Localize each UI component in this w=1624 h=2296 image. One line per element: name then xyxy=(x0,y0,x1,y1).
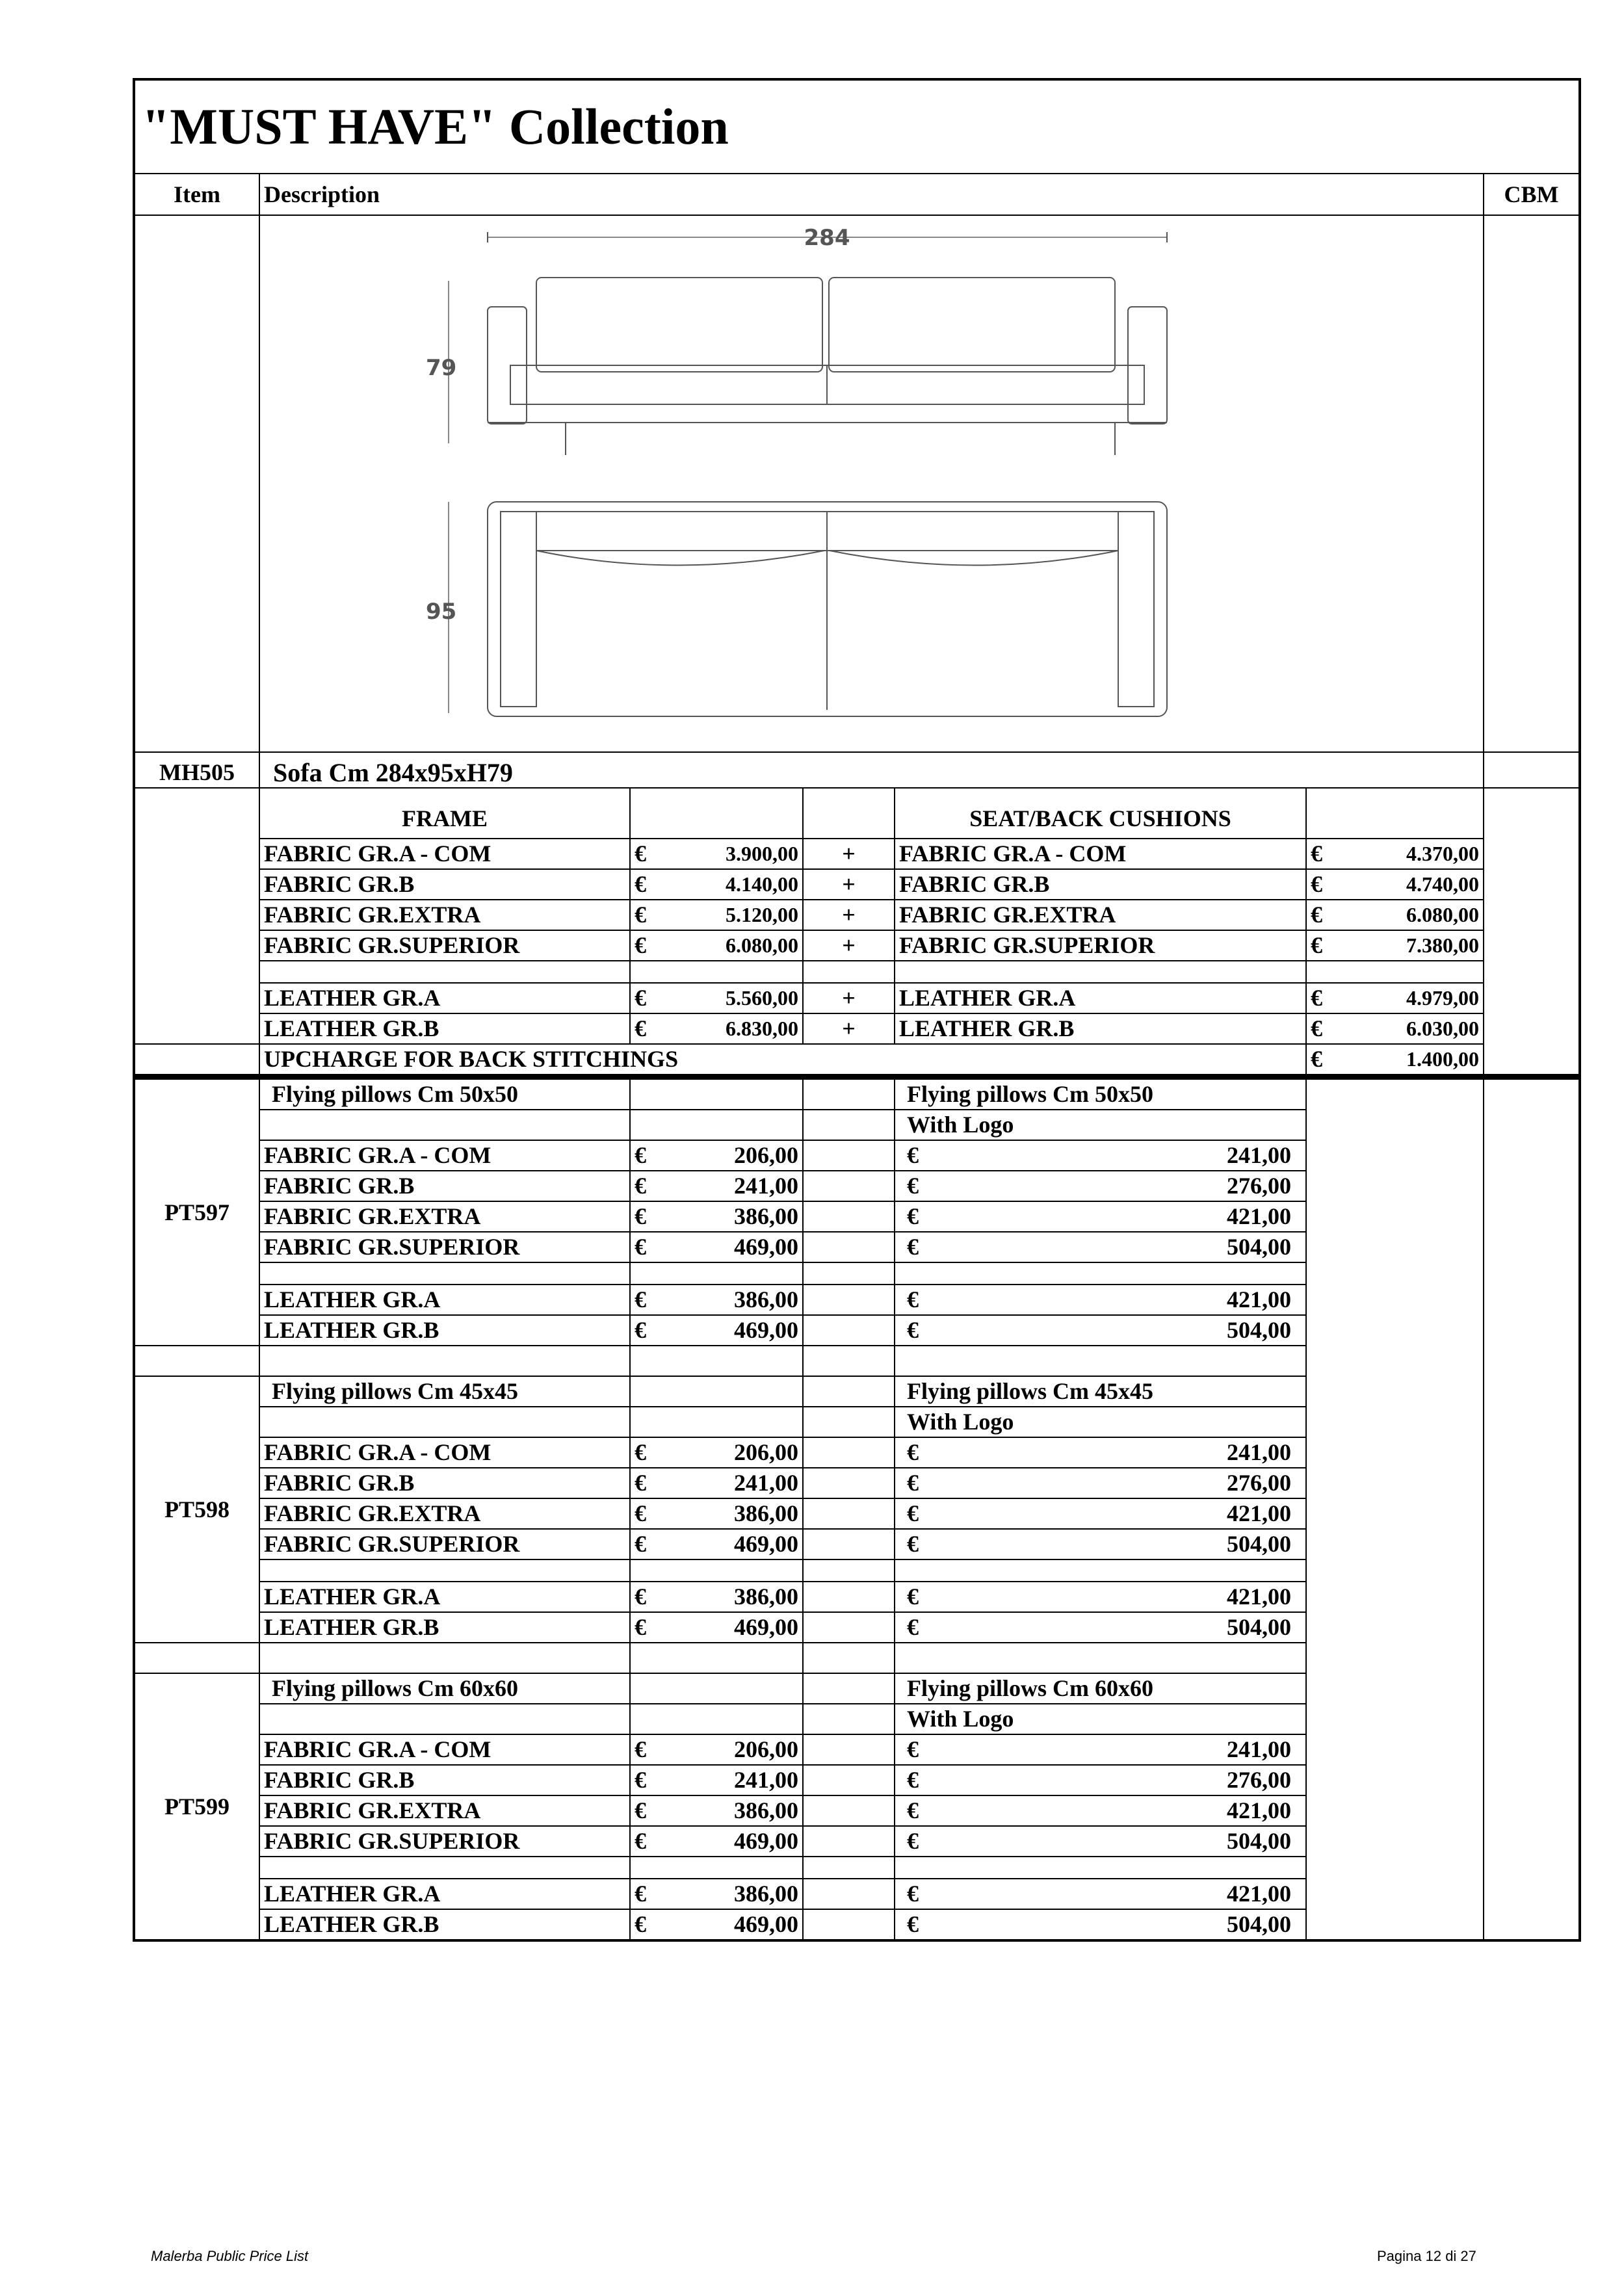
price-row xyxy=(134,900,1580,930)
pillow-logo-price xyxy=(895,1437,1306,1468)
blank-cell xyxy=(895,1857,1306,1879)
pillow-material-label: LEATHER GR.B xyxy=(259,1612,630,1643)
currency-symbol: € xyxy=(635,1584,646,1610)
currency-symbol: € xyxy=(907,1614,919,1640)
price-table xyxy=(133,78,1581,1942)
seat-price xyxy=(1306,983,1484,1013)
currency-symbol: € xyxy=(635,1797,646,1823)
price-amount: 504,00 xyxy=(1227,1531,1291,1557)
pillow-material-label: FABRIC GR.B xyxy=(259,1171,630,1201)
currency-symbol: € xyxy=(1311,871,1322,897)
price-amount: 504,00 xyxy=(1227,1614,1291,1640)
currency-symbol: € xyxy=(907,1584,919,1610)
price-amount: 4.140,00 xyxy=(726,872,798,896)
price-amount: 206,00 xyxy=(734,1439,798,1465)
cell xyxy=(803,1171,895,1201)
currency-symbol: € xyxy=(635,1234,646,1260)
pillow-material-label: FABRIC GR.SUPERIOR xyxy=(259,1232,630,1262)
pillow-logo-subtitle: With Logo xyxy=(895,1704,1306,1734)
currency-symbol: € xyxy=(907,1881,919,1907)
currency-symbol: € xyxy=(907,1736,919,1762)
blank-cell xyxy=(895,961,1306,983)
price-amount: 469,00 xyxy=(734,1911,798,1937)
pillow-material-label: FABRIC GR.B xyxy=(259,1468,630,1498)
pillow-logo-price xyxy=(895,1285,1306,1315)
pillow-logo-price xyxy=(895,1765,1306,1795)
pillow-logo-price xyxy=(895,1826,1306,1857)
price-amount: 421,00 xyxy=(1227,1500,1291,1526)
cell xyxy=(630,1376,803,1407)
pillow-price xyxy=(630,1171,803,1201)
cell xyxy=(803,1110,895,1140)
currency-symbol: € xyxy=(635,1173,646,1199)
pillow-logo-title: Flying pillows Cm 45x45 xyxy=(895,1376,1306,1407)
currency-symbol: € xyxy=(635,1470,646,1496)
cell xyxy=(259,1704,630,1734)
pillow-price xyxy=(630,1285,803,1315)
blank-cell xyxy=(630,961,803,983)
frame-material-label: FABRIC GR.SUPERIOR xyxy=(259,930,630,961)
pillow-logo-price xyxy=(895,1468,1306,1498)
pillow-material-label: FABRIC GR.EXTRA xyxy=(259,1795,630,1826)
spacer-cell xyxy=(259,1643,630,1673)
currency-symbol: € xyxy=(907,1470,919,1496)
item-cell-empty xyxy=(134,215,259,752)
cell xyxy=(803,1795,895,1826)
price-amount: 386,00 xyxy=(734,1584,798,1610)
price-amount: 241,00 xyxy=(1227,1439,1291,1465)
currency-symbol: € xyxy=(907,1439,919,1465)
plus-sign: + xyxy=(803,869,895,900)
currency-symbol: € xyxy=(907,1317,919,1343)
empty-cell xyxy=(1306,1376,1484,1643)
price-row xyxy=(134,1013,1580,1044)
pillow-logo-subtitle: With Logo xyxy=(895,1407,1306,1437)
currency-symbol: € xyxy=(635,1828,646,1854)
currency-symbol: € xyxy=(635,985,646,1011)
spacer-cell xyxy=(895,1643,1306,1673)
cell xyxy=(803,788,895,839)
frame-material-label: FABRIC GR.EXTRA xyxy=(259,900,630,930)
seat-material-label: FABRIC GR.EXTRA xyxy=(895,900,1306,930)
pillow-logo-title: Flying pillows Cm 50x50 xyxy=(895,1077,1306,1110)
currency-symbol: € xyxy=(635,1767,646,1793)
spacer-cell xyxy=(895,1346,1306,1376)
width-dimension: 284 xyxy=(804,225,850,251)
pillow-title: Flying pillows Cm 45x45 xyxy=(259,1376,630,1407)
spacer-cell xyxy=(134,1643,259,1673)
cell xyxy=(803,1582,895,1612)
price-amount: 421,00 xyxy=(1227,1797,1291,1823)
spacer-cell xyxy=(134,1346,259,1376)
pillow-price xyxy=(630,1498,803,1529)
price-amount: 504,00 xyxy=(1227,1911,1291,1937)
price-amount: 4.370,00 xyxy=(1406,842,1479,865)
price-amount: 469,00 xyxy=(734,1317,798,1343)
pillow-price xyxy=(630,1315,803,1346)
blank-cell xyxy=(1306,961,1484,983)
price-amount: 469,00 xyxy=(734,1531,798,1557)
seat-material-label: FABRIC GR.A - COM xyxy=(895,839,1306,869)
price-amount: 469,00 xyxy=(734,1614,798,1640)
pillow-logo-price xyxy=(895,1201,1306,1232)
blank-cell xyxy=(630,1262,803,1285)
spacer-cell xyxy=(259,1346,630,1376)
item-cell-empty xyxy=(134,1044,259,1077)
price-amount: 3.900,00 xyxy=(726,842,798,865)
pillow-material-label: LEATHER GR.A xyxy=(259,1879,630,1909)
currency-symbol: € xyxy=(907,1286,919,1312)
price-amount: 421,00 xyxy=(1227,1286,1291,1312)
empty-cell xyxy=(1306,1077,1484,1346)
pillow-price xyxy=(630,1468,803,1498)
pillow-price xyxy=(630,1826,803,1857)
frame-price xyxy=(630,983,803,1013)
price-amount: 6.080,00 xyxy=(726,933,798,957)
price-amount: 386,00 xyxy=(734,1500,798,1526)
currency-symbol: € xyxy=(635,1881,646,1907)
seat-material-label: FABRIC GR.B xyxy=(895,869,1306,900)
cell xyxy=(630,1110,803,1140)
pillow-price xyxy=(630,1909,803,1940)
cell xyxy=(803,1285,895,1315)
frame-price xyxy=(630,930,803,961)
price-amount: 5.560,00 xyxy=(726,986,798,1010)
pillow-material-label: FABRIC GR.A - COM xyxy=(259,1734,630,1765)
pillow-price xyxy=(630,1201,803,1232)
price-amount: 504,00 xyxy=(1227,1317,1291,1343)
cell xyxy=(1306,788,1484,839)
price-row xyxy=(134,961,1580,983)
footer-page-number: Pagina 12 di 27 xyxy=(1377,2248,1476,2264)
currency-symbol: € xyxy=(907,1203,919,1229)
pillow-logo-price xyxy=(895,1232,1306,1262)
currency-symbol: € xyxy=(907,1173,919,1199)
price-amount: 421,00 xyxy=(1227,1203,1291,1229)
currency-symbol: € xyxy=(635,1500,646,1526)
currency-symbol: € xyxy=(635,1286,646,1312)
pillow-title: Flying pillows Cm 60x60 xyxy=(259,1673,630,1704)
pillow-logo-price xyxy=(895,1879,1306,1909)
blank-cell xyxy=(803,1559,895,1582)
item-name: Sofa Cm 284x95xH79 xyxy=(259,752,1484,788)
sofa-technical-drawing xyxy=(260,216,1484,744)
pillow-logo-price xyxy=(895,1529,1306,1559)
plus-sign: + xyxy=(803,1013,895,1044)
price-amount: 469,00 xyxy=(734,1828,798,1854)
price-amount: 7.380,00 xyxy=(1406,933,1479,957)
cell xyxy=(803,1734,895,1765)
pillow-material-label: LEATHER GR.B xyxy=(259,1909,630,1940)
blank-cell xyxy=(803,1857,895,1879)
price-row xyxy=(134,983,1580,1013)
cbm-cell-empty xyxy=(1484,1376,1580,1643)
cell xyxy=(803,1201,895,1232)
price-amount: 6.830,00 xyxy=(726,1017,798,1040)
seat-price xyxy=(1306,900,1484,930)
cell xyxy=(803,1673,895,1704)
spacer-cell xyxy=(803,1643,895,1673)
frame-price xyxy=(630,1013,803,1044)
cell xyxy=(803,1498,895,1529)
cell xyxy=(803,1468,895,1498)
pillow-material-label: LEATHER GR.A xyxy=(259,1582,630,1612)
empty-cell xyxy=(1306,1673,1484,1940)
item-code: MH505 xyxy=(134,752,259,788)
pillow-price xyxy=(630,1582,803,1612)
blank-cell xyxy=(259,1559,630,1582)
pillow-logo-price xyxy=(895,1582,1306,1612)
currency-symbol: € xyxy=(1311,902,1322,928)
spacer-cell xyxy=(1484,1643,1580,1673)
currency-symbol: € xyxy=(635,871,646,897)
page-title: "MUST HAVE" Collection xyxy=(134,79,1580,174)
currency-symbol: € xyxy=(635,1531,646,1557)
price-amount: 5.120,00 xyxy=(726,903,798,926)
upcharge-label: UPCHARGE FOR BACK STITCHINGS xyxy=(259,1044,1306,1077)
spacer-cell xyxy=(1484,1346,1580,1376)
currency-symbol: € xyxy=(907,1531,919,1557)
item-code: PT598 xyxy=(134,1376,259,1643)
price-amount: 241,00 xyxy=(734,1173,798,1199)
currency-symbol: € xyxy=(907,1797,919,1823)
pillow-logo-subtitle: With Logo xyxy=(895,1110,1306,1140)
spacer-cell xyxy=(1306,1643,1484,1673)
cell xyxy=(803,1407,895,1437)
cbm-cell-empty xyxy=(1484,788,1580,1077)
frame-price xyxy=(630,869,803,900)
pillow-price xyxy=(630,1232,803,1262)
price-amount: 276,00 xyxy=(1227,1767,1291,1793)
pillow-logo-price xyxy=(895,1140,1306,1171)
plus-sign: + xyxy=(803,839,895,869)
currency-symbol: € xyxy=(907,1234,919,1260)
price-amount: 386,00 xyxy=(734,1203,798,1229)
price-amount: 241,00 xyxy=(734,1470,798,1496)
currency-symbol: € xyxy=(1311,1046,1322,1072)
cell xyxy=(803,1529,895,1559)
pillow-logo-price xyxy=(895,1795,1306,1826)
cbm-cell-empty xyxy=(1484,215,1580,752)
cbm-cell-empty xyxy=(1484,1077,1580,1346)
blank-cell xyxy=(259,961,630,983)
column-header-description: Description xyxy=(259,174,1484,215)
pillow-price xyxy=(630,1437,803,1468)
pillow-logo-price xyxy=(895,1909,1306,1940)
frame-material-label: FABRIC GR.B xyxy=(259,869,630,900)
cell xyxy=(803,1437,895,1468)
currency-symbol: € xyxy=(635,1736,646,1762)
pillow-price xyxy=(630,1879,803,1909)
currency-symbol: € xyxy=(907,1142,919,1168)
pillow-material-label: LEATHER GR.A xyxy=(259,1285,630,1315)
price-amount: 504,00 xyxy=(1227,1828,1291,1854)
cell xyxy=(630,1077,803,1110)
cell xyxy=(630,1704,803,1734)
currency-symbol: € xyxy=(635,902,646,928)
spacer-cell xyxy=(1306,1346,1484,1376)
price-row xyxy=(134,930,1580,961)
price-amount: 386,00 xyxy=(734,1881,798,1907)
currency-symbol: € xyxy=(635,841,646,867)
currency-symbol: € xyxy=(635,1614,646,1640)
pillow-material-label: FABRIC GR.EXTRA xyxy=(259,1498,630,1529)
height-dimension: 79 xyxy=(426,355,457,381)
frame-price xyxy=(630,900,803,930)
seat-price xyxy=(1306,930,1484,961)
pillow-price xyxy=(630,1612,803,1643)
price-amount: 276,00 xyxy=(1227,1173,1291,1199)
seat-material-label: FABRIC GR.SUPERIOR xyxy=(895,930,1306,961)
price-row xyxy=(134,839,1580,869)
currency-symbol: € xyxy=(907,1767,919,1793)
pillow-logo-price xyxy=(895,1171,1306,1201)
column-header-item: Item xyxy=(134,174,259,215)
blank-cell xyxy=(259,1857,630,1879)
cell xyxy=(259,1407,630,1437)
cell xyxy=(803,1826,895,1857)
pillow-logo-price xyxy=(895,1315,1306,1346)
cell xyxy=(630,788,803,839)
plus-sign: + xyxy=(803,900,895,930)
plus-sign: + xyxy=(803,930,895,961)
spacer-cell xyxy=(803,1346,895,1376)
blank-cell xyxy=(259,1262,630,1285)
pillow-logo-price xyxy=(895,1734,1306,1765)
cbm-value xyxy=(1484,752,1580,788)
currency-symbol: € xyxy=(1311,841,1322,867)
price-amount: 4.740,00 xyxy=(1406,872,1479,896)
sofa-drawing xyxy=(259,215,1484,752)
seat-material-label: LEATHER GR.A xyxy=(895,983,1306,1013)
cell xyxy=(803,1612,895,1643)
price-amount: 386,00 xyxy=(734,1286,798,1312)
cell xyxy=(803,1232,895,1262)
spacer-cell xyxy=(630,1643,803,1673)
spacer-cell xyxy=(630,1346,803,1376)
column-header-cbm: CBM xyxy=(1484,174,1580,215)
pillow-material-label: FABRIC GR.A - COM xyxy=(259,1437,630,1468)
cell xyxy=(259,1110,630,1140)
frame-header: FRAME xyxy=(259,788,630,839)
price-amount: 421,00 xyxy=(1227,1881,1291,1907)
pillow-price xyxy=(630,1529,803,1559)
pillow-price xyxy=(630,1795,803,1826)
frame-price xyxy=(630,839,803,869)
price-amount: 6.030,00 xyxy=(1406,1017,1479,1040)
currency-symbol: € xyxy=(635,1439,646,1465)
cell xyxy=(630,1407,803,1437)
seat-price xyxy=(1306,869,1484,900)
seat-price xyxy=(1306,1013,1484,1044)
cell xyxy=(630,1673,803,1704)
cell xyxy=(803,1704,895,1734)
currency-symbol: € xyxy=(635,1203,646,1229)
pillow-title: Flying pillows Cm 50x50 xyxy=(259,1077,630,1110)
price-amount: 421,00 xyxy=(1227,1584,1291,1610)
blank-cell xyxy=(630,1559,803,1582)
frame-material-label: FABRIC GR.A - COM xyxy=(259,839,630,869)
pillow-logo-price xyxy=(895,1498,1306,1529)
cell xyxy=(803,1765,895,1795)
cbm-cell-empty xyxy=(1484,1673,1580,1940)
price-amount: 504,00 xyxy=(1227,1234,1291,1260)
cell xyxy=(803,1315,895,1346)
price-amount: 206,00 xyxy=(734,1736,798,1762)
pillow-material-label: LEATHER GR.B xyxy=(259,1315,630,1346)
pillow-material-label: FABRIC GR.SUPERIOR xyxy=(259,1529,630,1559)
seat-material-label: LEATHER GR.B xyxy=(895,1013,1306,1044)
blank-cell xyxy=(895,1262,1306,1285)
currency-symbol: € xyxy=(1311,932,1322,958)
price-amount: 386,00 xyxy=(734,1797,798,1823)
price-amount: 469,00 xyxy=(734,1234,798,1260)
blank-cell xyxy=(630,1857,803,1879)
currency-symbol: € xyxy=(907,1500,919,1526)
pillow-price xyxy=(630,1734,803,1765)
upcharge-price xyxy=(1306,1044,1484,1077)
price-amount: 206,00 xyxy=(734,1142,798,1168)
item-code: PT599 xyxy=(134,1673,259,1940)
price-amount: 241,00 xyxy=(1227,1142,1291,1168)
cell xyxy=(803,1140,895,1171)
blank-cell xyxy=(803,1262,895,1285)
price-amount: 6.080,00 xyxy=(1406,903,1479,926)
pillow-price xyxy=(630,1765,803,1795)
currency-symbol: € xyxy=(907,1828,919,1854)
currency-symbol: € xyxy=(635,1015,646,1041)
cell xyxy=(803,1376,895,1407)
pillow-material-label: FABRIC GR.EXTRA xyxy=(259,1201,630,1232)
currency-symbol: € xyxy=(635,1317,646,1343)
cell xyxy=(803,1909,895,1940)
seat-header: SEAT/BACK CUSHIONS xyxy=(895,788,1306,839)
plus-sign: + xyxy=(803,983,895,1013)
price-amount: 4.979,00 xyxy=(1406,986,1479,1010)
item-cell-empty xyxy=(134,788,259,1044)
price-amount: 276,00 xyxy=(1227,1470,1291,1496)
currency-symbol: € xyxy=(635,1142,646,1168)
cell xyxy=(803,1077,895,1110)
cell xyxy=(803,1879,895,1909)
price-amount: 241,00 xyxy=(1227,1736,1291,1762)
blank-cell xyxy=(803,961,895,983)
pillow-material-label: FABRIC GR.A - COM xyxy=(259,1140,630,1171)
currency-symbol: € xyxy=(1311,1015,1322,1041)
frame-material-label: LEATHER GR.A xyxy=(259,983,630,1013)
pillow-material-label: FABRIC GR.SUPERIOR xyxy=(259,1826,630,1857)
currency-symbol: € xyxy=(907,1911,919,1937)
currency-symbol: € xyxy=(635,932,646,958)
frame-material-label: LEATHER GR.B xyxy=(259,1013,630,1044)
currency-symbol: € xyxy=(1311,985,1322,1011)
item-code: PT597 xyxy=(134,1077,259,1346)
pillow-logo-price xyxy=(895,1612,1306,1643)
seat-price xyxy=(1306,839,1484,869)
blank-cell xyxy=(895,1559,1306,1582)
pillow-price xyxy=(630,1140,803,1171)
price-amount: 241,00 xyxy=(734,1767,798,1793)
pillow-logo-title: Flying pillows Cm 60x60 xyxy=(895,1673,1306,1704)
currency-symbol: € xyxy=(635,1911,646,1937)
footer-document-name: Malerba Public Price List xyxy=(151,2248,309,2264)
price-row xyxy=(134,869,1580,900)
pillow-material-label: FABRIC GR.B xyxy=(259,1765,630,1795)
price-amount: 1.400,00 xyxy=(1406,1047,1479,1071)
depth-dimension: 95 xyxy=(426,599,457,625)
